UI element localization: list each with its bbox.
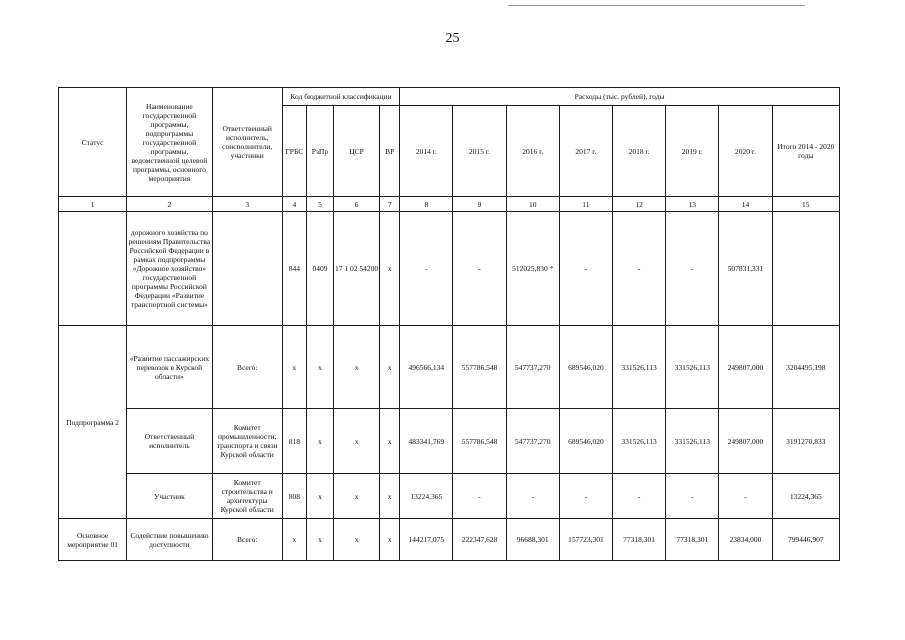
grbs-cell: х (282, 519, 306, 561)
rzpr-cell: 0409 (306, 212, 333, 326)
value-total: 799446,907 (772, 519, 839, 561)
value-2017: 689546,020 (559, 326, 612, 409)
header-year-total: Итого 2014 - 2020 годы (772, 106, 839, 197)
grbs-cell: 818 (282, 409, 306, 474)
executor-cell: Всего: (212, 326, 282, 409)
value-2015: 222347,628 (453, 519, 506, 561)
value-2019: 331526,113 (666, 409, 719, 474)
value-2017: 689546,020 (559, 409, 612, 474)
rzpr-cell: х (306, 409, 333, 474)
value-2019: 331526,113 (666, 326, 719, 409)
header-year-2020: 2020 г. (719, 106, 772, 197)
grbs-cell: 844 (282, 212, 306, 326)
value-2014: 496566,134 (400, 326, 453, 409)
value-2020: 249807,000 (719, 409, 772, 474)
header-grbs: ГРБС (282, 106, 306, 197)
header-budget-code: Код бюджетной классификации (282, 88, 399, 106)
name-cell: «Развитие пассажирских перевозок в Курской области» (127, 326, 212, 409)
column-number: 8 (400, 197, 453, 212)
grbs-cell: х (282, 326, 306, 409)
value-2018: 331526,113 (613, 409, 666, 474)
header-year-2019: 2019 г. (666, 106, 719, 197)
header-year-2015: 2015 г. (453, 106, 506, 197)
value-total: 3191270,833 (772, 409, 839, 474)
column-number: 7 (380, 197, 400, 212)
value-2017: - (559, 212, 612, 326)
vr-cell: х (380, 212, 400, 326)
value-2016: 512025,830 * (506, 212, 559, 326)
header-year-2014: 2014 г. (400, 106, 453, 197)
value-2018: - (613, 474, 666, 519)
table-row-subprogram-total (59, 326, 840, 409)
header-executor: Ответственный исполнитель, соисполнители, участники (212, 88, 282, 197)
value-2015: 557786,548 (453, 326, 506, 409)
column-number: 9 (453, 197, 506, 212)
value-2015: - (453, 474, 506, 519)
vr-cell: х (380, 519, 400, 561)
executor-cell (212, 212, 282, 326)
value-2015: - (453, 212, 506, 326)
subprogram-2-status: Подпрограмма 2 (59, 326, 127, 519)
executor-cell: Всего: (212, 519, 282, 561)
table-row-responsible (59, 409, 840, 474)
value-2020: - (719, 474, 772, 519)
executor-cell: Комитет строительства и архитектуры Курской области (212, 474, 282, 519)
status-cell: Основное мероприятие 01 (59, 519, 127, 561)
csr-cell: х (333, 326, 379, 409)
table-row-participant (59, 474, 840, 519)
column-number: 3 (212, 197, 282, 212)
value-2019: - (666, 212, 719, 326)
column-number-row (59, 197, 840, 212)
executor-cell: Комитет промышленности, транспорта и связи Курской области (212, 409, 282, 474)
name-cell: дорожного хозяйства по решениям Правительства Российской Федерации в рамках подпрограммы «Дорожное хозяйство» государственной программы Российской Федерации «Развитие транспортной системы» (127, 212, 212, 326)
header-year-2016: 2016 г. (506, 106, 559, 197)
top-scan-rule (508, 5, 805, 6)
value-2016: 547737,270 (506, 409, 559, 474)
grbs-cell: 808 (282, 474, 306, 519)
value-2020: 249807,000 (719, 326, 772, 409)
value-2018: 77318,301 (613, 519, 666, 561)
page-number: 25 (445, 31, 460, 46)
value-total: 3204495,198 (772, 326, 839, 409)
value-total (772, 212, 839, 326)
value-2020: 23834,000 (719, 519, 772, 561)
header-year-2018: 2018 г. (613, 106, 666, 197)
csr-cell: х (333, 519, 379, 561)
value-2017: 157723,301 (559, 519, 612, 561)
value-2020: 507831,331 (719, 212, 772, 326)
vr-cell: х (380, 474, 400, 519)
rzpr-cell: х (306, 474, 333, 519)
csr-cell: 17 1 02 54200 (333, 212, 379, 326)
value-2018: 331526,113 (613, 326, 666, 409)
rzpr-cell: х (306, 519, 333, 561)
value-2016: 547737,270 (506, 326, 559, 409)
csr-cell: х (333, 474, 379, 519)
table-row-continuation (59, 212, 840, 326)
header-expenses: Расходы (тыс. рублей), годы (400, 88, 840, 106)
vr-cell: х (380, 326, 400, 409)
vr-cell: х (380, 409, 400, 474)
value-2014: 13224,365 (400, 474, 453, 519)
name-cell: Ответственный исполнитель (127, 409, 212, 474)
header-name: Наименование государственной программы, подпрограммы государственной программы, ведомственной целевой программы, основного мероприятия (127, 88, 212, 197)
header-year-2017: 2017 г. (559, 106, 612, 197)
value-2016: 96688,301 (506, 519, 559, 561)
header-csr: ЦСР (333, 106, 379, 197)
value-2014: - (400, 212, 453, 326)
value-total: 13224,365 (772, 474, 839, 519)
column-number: 5 (306, 197, 333, 212)
column-number: 13 (666, 197, 719, 212)
column-number: 14 (719, 197, 772, 212)
value-2018: - (613, 212, 666, 326)
column-number: 10 (506, 197, 559, 212)
rzpr-cell: х (306, 326, 333, 409)
column-number: 1 (59, 197, 127, 212)
header-status: Статус (59, 88, 127, 197)
value-2019: 77318,301 (666, 519, 719, 561)
column-number: 15 (772, 197, 839, 212)
table-row-main-activity-01 (59, 519, 840, 561)
header-rzpr: РзПр (306, 106, 333, 197)
value-2015: 557786,548 (453, 409, 506, 474)
name-cell: Содействие повышению доступности (127, 519, 212, 561)
value-2019: - (666, 474, 719, 519)
column-number: 12 (613, 197, 666, 212)
csr-cell: х (333, 409, 379, 474)
name-cell: Участник (127, 474, 212, 519)
header-vr: ВР (380, 106, 400, 197)
column-number: 2 (127, 197, 212, 212)
value-2016: - (506, 474, 559, 519)
value-2014: 144217,075 (400, 519, 453, 561)
column-number: 11 (559, 197, 612, 212)
column-number: 6 (333, 197, 379, 212)
status-cell (59, 212, 127, 326)
value-2014: 483341,769 (400, 409, 453, 474)
budget-table (58, 87, 840, 561)
value-2017: - (559, 474, 612, 519)
column-number: 4 (282, 197, 306, 212)
